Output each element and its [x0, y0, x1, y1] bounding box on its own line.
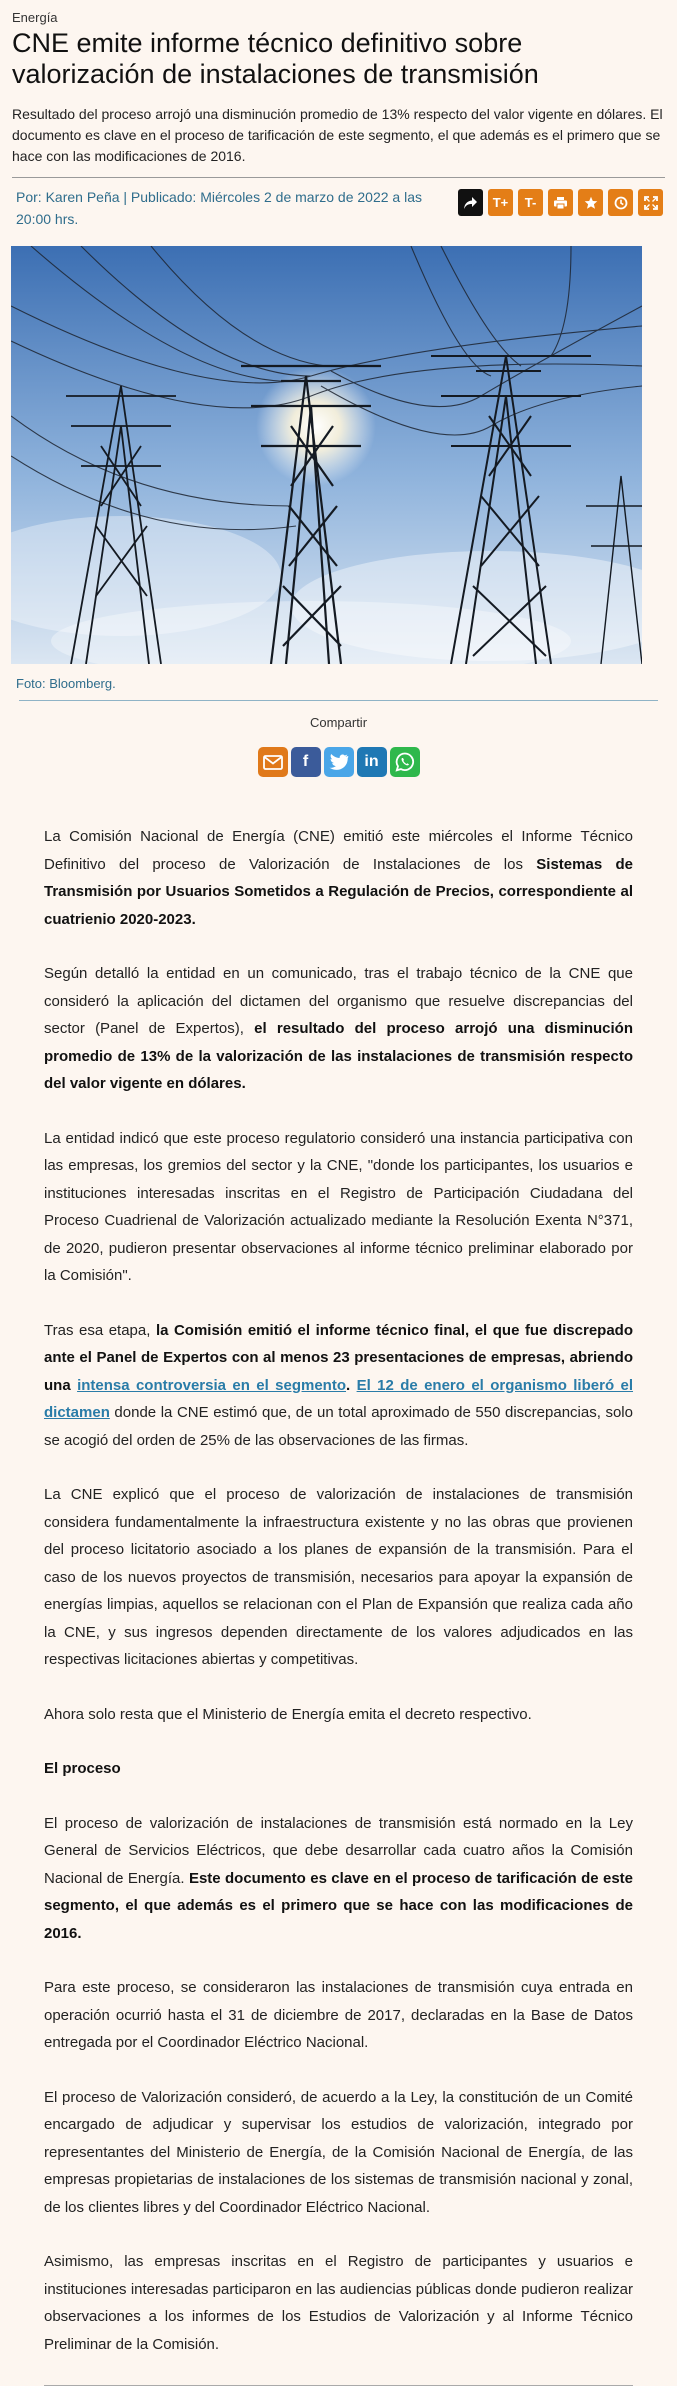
article-body: [0, 823, 677, 2358]
whatsapp-icon[interactable]: [390, 747, 420, 777]
facebook-icon[interactable]: f: [291, 747, 321, 777]
byline: Por: Karen Peña | Publicado: Miércoles 2 de marzo de 2022 a las 20:00 hrs.: [16, 189, 422, 227]
article-paragraph: La entidad indicó que este proceso regulatorio consideró una instancia participativa con las empresas, los gremios del sector y la CNE, "donde los participantes, los usuarios e instituciones interesadas inscritas en el Registro de Participación Ciudadana del Proceso Cuadrienal de Valorización actualizado mediante la Resolución Exenta N°371, de 2020, pudieron presentar observaciones al informe técnico preliminar elaborado por la Comisión".: [44, 1129, 633, 1284]
photo-caption: Foto: Bloomberg.: [16, 676, 116, 691]
meta-bar: [12, 178, 665, 246]
article-subhead: [44, 1755, 633, 1783]
bold-text: la Comisión emitió el informe técnico final, el que fue discrepado ante el Panel de Expertos con al menos 23 presentaciones de empresas, abriendo una: [44, 1321, 633, 1394]
article-paragraph: Para este proceso, se consideraron las instalaciones de transmisión cuya entrada en operación ocurrió hasta el 31 de diciembre de 2017, declaradas en la Base de Datos entregada por el Coordinador Eléctrico Nacional.: [44, 1979, 633, 2051]
article-photo: [11, 246, 642, 664]
print-icon[interactable]: [548, 189, 573, 216]
paragraph-text: Según detalló la entidad en un comunicado, tras el trabajo técnico de la CNE que consideró la aplicación del dictamen del organismo que resuelve discrepancias del sector (Panel de Expertos),: [44, 965, 633, 1037]
article-paragraph: La CNE explicó que el proceso de valorización de instalaciones de transmisión considera fundamentalmente la infraestructura existente y no las obras que provienen del proceso licitatorio asociado a los planes de expansión de la transmisión. Para el caso de los nuevos proyectos de transmisión, necesarios para apoyar la expansión de energías limpias, aquellos se relacionan con el Plan de Expansión que realiza cada año la CNE, y sus ingresos dependen directamente de los valores adjudicados en las respectivas licitaciones abiertas y competitivas.: [44, 1486, 633, 1668]
mail-icon[interactable]: [258, 747, 288, 777]
article-paragraph: [44, 1317, 633, 1455]
share-icon[interactable]: [458, 189, 483, 216]
bold-text: Sistemas de Transmisión por Usuarios Sometidos a Regulación de Precios, correspondiente al cuatrienio 2020-2023.: [44, 855, 633, 928]
related-link-controversy[interactable]: intensa controversia en el segmento: [77, 1376, 347, 1394]
article-lead: Resultado del proceso arrojó una disminución promedio de 13% respecto del valor vigente en dólares. El documento es clave en el proceso de tarificación de este segmento, el que además es el primero que se hace con las modificaciones de 2016.: [12, 106, 663, 164]
article-paragraph: [44, 960, 633, 1098]
bold-text: .: [346, 1376, 357, 1394]
star-icon[interactable]: [578, 189, 603, 216]
subhead-text: El proceso: [44, 1760, 121, 1777]
section-tag[interactable]: Energía: [12, 10, 58, 25]
caption-divider: [19, 700, 658, 701]
font-decrease-button[interactable]: T-: [518, 189, 543, 216]
clock-icon[interactable]: [608, 189, 633, 216]
share-label: Compartir: [309, 715, 368, 730]
paragraph-text: donde la CNE estimó que, de un total aproximado de 550 discrepancias, solo se acogió del orden de 25% de las observaciones de las firmas.: [44, 1404, 633, 1449]
twitter-icon[interactable]: [324, 747, 354, 777]
share-bar: [0, 747, 677, 781]
article-toolbar: [458, 186, 665, 216]
paragraph-text: Tras esa etapa,: [44, 1321, 156, 1339]
expand-icon[interactable]: [638, 189, 663, 216]
related-link-dictamen[interactable]: El 12 de enero el organismo liberó el dictamen: [44, 1376, 634, 1421]
article-paragraph: Ahora solo resta que el Ministerio de Energía emita el decreto respectivo.: [44, 1705, 532, 1723]
article-paragraph: [44, 1810, 633, 1948]
article-paragraph: El proceso de Valorización consideró, de acuerdo a la Ley, la constitución de un Comité encargado de adjudicar y supervisar los estudios de valorización, integrado por representantes del Ministerio de Energía, de la Comisión Nacional de Energía, de las empresas propietarias de instalaciones de los sistemas de transmisión nacional y zonal, de los clientes libres y del Coordinador Eléctrico Nacional.: [44, 2088, 633, 2216]
linkedin-icon[interactable]: in: [357, 747, 387, 777]
font-increase-button[interactable]: T+: [488, 189, 513, 216]
article-paragraph: [44, 823, 633, 933]
bold-text: el resultado del proceso arrojó una disminución promedio de 13% de la valorización de las instalaciones de transmisión respecto del valor vigente en dólares.: [44, 1020, 633, 1092]
bold-text: Este documento es clave en el proceso de tarificación de este segmento, el que además es el primero que se hace con las modificaciones de 2016.: [44, 1869, 633, 1942]
paragraph-text: La Comisión Nacional de Energía (CNE) emitió este miércoles el Informe Técnico Definitivo del proceso de Valorización de Instalaciones de los: [44, 828, 633, 873]
article-title: CNE emite informe técnico definitivo sobre valorización de instalaciones de transmisión: [12, 28, 539, 89]
article-paragraph: Asimismo, las empresas inscritas en el Registro de participantes y usuarios e instituciones interesadas participaron en las audiencias públicas donde pudieron realizar observaciones a los informes de los Estudios de Valorización y al Informe Técnico Preliminar de la Comisión.: [44, 2253, 633, 2353]
paragraph-text: El proceso de valorización de instalaciones de transmisión está normado en la Ley General de Servicios Eléctricos, que debe desarrollar cada cuatro años la Comisión Nacional de Energía.: [44, 1814, 633, 1887]
